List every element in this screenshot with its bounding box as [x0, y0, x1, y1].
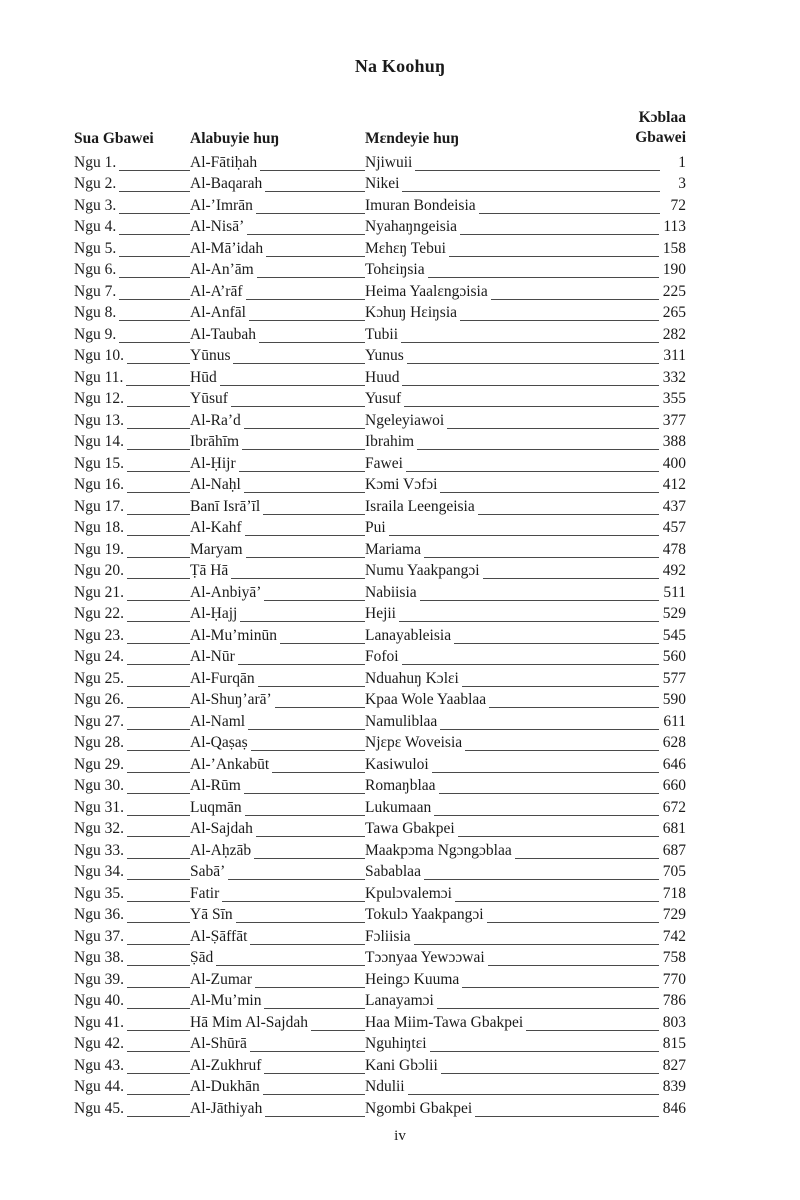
surah-arabic-name: Ṭā Hā	[190, 562, 231, 580]
surah-number: Ngu 38.	[74, 949, 127, 967]
surah-page-number: 758	[659, 949, 686, 967]
surah-number: Ngu 39.	[74, 971, 127, 989]
page-title: Na Koohuŋ	[354, 56, 446, 76]
table-body	[74, 152, 686, 1120]
table-row	[74, 410, 686, 432]
surah-number: Ngu 10.	[74, 347, 127, 365]
table-row	[74, 711, 686, 733]
surah-page-number: 377	[659, 412, 686, 430]
table-row	[74, 948, 686, 970]
surah-number: Ngu 12.	[74, 390, 127, 408]
table-row	[74, 496, 686, 518]
surah-number: Ngu 9.	[74, 326, 119, 344]
surah-arabic-name: Luqmān	[190, 799, 245, 817]
table-row	[74, 174, 686, 196]
leader-rule	[365, 1094, 660, 1095]
surah-arabic-name: Sabā’	[190, 863, 228, 881]
surah-page-number: 560	[659, 648, 686, 666]
surah-number: Ngu 30.	[74, 777, 127, 795]
surah-number: Ngu 36.	[74, 906, 127, 924]
surah-arabic-name: Ibrāhīm	[190, 433, 242, 451]
surah-number: Ngu 44.	[74, 1078, 127, 1096]
table-of-contents	[74, 104, 686, 1120]
surah-page-number: 529	[659, 605, 686, 623]
surah-page-number: 511	[659, 584, 686, 602]
surah-number: Ngu 1.	[74, 154, 119, 172]
table-row	[74, 281, 686, 303]
table-row	[74, 152, 686, 174]
surah-number: Ngu 20.	[74, 562, 127, 580]
surah-mende-name: Hejii	[365, 605, 399, 623]
surah-page-number: 611	[659, 713, 686, 731]
surah-number: Ngu 35.	[74, 885, 127, 903]
surah-arabic-name: Hūd	[190, 369, 220, 387]
table-row	[74, 647, 686, 669]
surah-number: Ngu 19.	[74, 541, 127, 559]
surah-number: Ngu 45.	[74, 1100, 127, 1118]
surah-number: Ngu 13.	[74, 412, 127, 430]
surah-mende-name: Nyahaŋngeisia	[365, 218, 460, 236]
surah-arabic-name: Al-’Imrān	[190, 197, 256, 215]
column-header-page-line2: Gbawei	[635, 129, 686, 147]
surah-arabic-name: Al-Ra’d	[190, 412, 244, 430]
table-row	[74, 475, 686, 497]
surah-page-number: 1	[674, 154, 686, 172]
table-row	[74, 733, 686, 755]
surah-mende-name: Yusuf	[365, 390, 404, 408]
table-row	[74, 367, 686, 389]
surah-mende-name: Nguhiŋtɛi	[365, 1035, 430, 1053]
table-row	[74, 539, 686, 561]
surah-mende-name: Namuliblaa	[365, 713, 440, 731]
surah-mende-name: Kpaa Wole Yaablaa	[365, 691, 489, 709]
surah-page-number: 718	[659, 885, 686, 903]
surah-mende-name: Heima Yaalɛngɔisia	[365, 283, 491, 301]
surah-mende-name: Mariama	[365, 541, 424, 559]
column-header-page	[635, 108, 686, 148]
surah-page-number: 355	[659, 390, 686, 408]
surah-page-number: 457	[659, 519, 686, 537]
surah-mende-name: Imuran Bondeisia	[365, 197, 479, 215]
surah-page-number: 388	[659, 433, 686, 451]
table-row	[74, 690, 686, 712]
surah-page-number: 190	[659, 261, 686, 279]
surah-number: Ngu 16.	[74, 476, 127, 494]
surah-number: Ngu 37.	[74, 928, 127, 946]
surah-mende-name: Ibrahim	[365, 433, 417, 451]
surah-number: Ngu 14.	[74, 433, 127, 451]
surah-arabic-name: Yūsuf	[190, 390, 231, 408]
surah-mende-name: Haa Miim-Tawa Gbakpei	[365, 1014, 526, 1032]
surah-number: Ngu 7.	[74, 283, 119, 301]
surah-mende-name: Ngeleyiawoi	[365, 412, 447, 430]
surah-arabic-name: Al-Nūr	[190, 648, 238, 666]
surah-arabic-name: Al-Furqān	[190, 670, 258, 688]
surah-arabic-name: Al-Mā’idah	[190, 240, 266, 258]
surah-number: Ngu 34.	[74, 863, 127, 881]
surah-arabic-name: Al-Ṣāffāt	[190, 928, 250, 946]
surah-page-number: 815	[659, 1035, 686, 1053]
surah-page-number: 545	[659, 627, 686, 645]
table-row	[74, 346, 686, 368]
surah-number: Ngu 2.	[74, 175, 119, 193]
table-row	[74, 754, 686, 776]
surah-arabic-name: Fatir	[190, 885, 222, 903]
surah-number: Ngu 5.	[74, 240, 119, 258]
surah-page-number: 412	[659, 476, 686, 494]
surah-mende-name: Maakpɔma Ngɔngɔblaa	[365, 842, 515, 860]
surah-mende-name: Kasiwuloi	[365, 756, 432, 774]
surah-mende-name: Tohɛiŋsia	[365, 261, 428, 279]
surah-page-number: 225	[659, 283, 686, 301]
surah-mende-name: Numu Yaakpangɔi	[365, 562, 483, 580]
table-row	[74, 819, 686, 841]
table-row	[74, 217, 686, 239]
surah-page-number: 492	[659, 562, 686, 580]
surah-mende-name: Pui	[365, 519, 389, 537]
surah-number: Ngu 33.	[74, 842, 127, 860]
surah-mende-name: Ndulii	[365, 1078, 408, 1096]
surah-arabic-name: Al-’Ankabūt	[190, 756, 272, 774]
surah-arabic-name: Hā Mim Al-Sajdah	[190, 1014, 311, 1032]
surah-page-number: 311	[659, 347, 686, 365]
surah-number: Ngu 40.	[74, 992, 127, 1010]
table-row	[74, 926, 686, 948]
surah-arabic-name: Al-Fātiḥah	[190, 154, 260, 172]
surah-arabic-name: Al-A’rāf	[190, 283, 246, 301]
leader-rule	[365, 621, 660, 622]
surah-mende-name: Tubii	[365, 326, 401, 344]
surah-arabic-name: Al-Anfāl	[190, 304, 249, 322]
leader-rule	[365, 342, 660, 343]
surah-mende-name: Mɛhɛŋ Tebui	[365, 240, 449, 258]
leader-rule	[365, 406, 660, 407]
surah-arabic-name: Al-Anbiyā’	[190, 584, 264, 602]
surah-page-number: 729	[659, 906, 686, 924]
table-row	[74, 1098, 686, 1120]
page-number: iv	[394, 1128, 406, 1144]
table-row	[74, 905, 686, 927]
surah-mende-name: Fɔliisia	[365, 928, 414, 946]
table-row	[74, 432, 686, 454]
surah-arabic-name: Al-Shūrā	[190, 1035, 250, 1053]
table-row	[74, 303, 686, 325]
table-row	[74, 260, 686, 282]
surah-page-number: 437	[659, 498, 686, 516]
table-row	[74, 238, 686, 260]
surah-page-number: 628	[659, 734, 686, 752]
column-header-arabic-name: Alabuyie huŋ	[190, 130, 280, 147]
surah-number: Ngu 11.	[74, 369, 126, 387]
surah-mende-name: Nikei	[365, 175, 402, 193]
surah-arabic-name: Al-Sajdah	[190, 820, 256, 838]
surah-mende-name: Lanayableisia	[365, 627, 454, 645]
surah-mende-name: Nduahuŋ Kɔlɛi	[365, 670, 462, 688]
surah-mende-name: Njɛpɛ Woveisia	[365, 734, 465, 752]
table-row	[74, 776, 686, 798]
surah-mende-name: Sabablaa	[365, 863, 424, 881]
table-row	[74, 1077, 686, 1099]
surah-mende-name: Romaŋblaa	[365, 777, 439, 795]
surah-arabic-name: Al-Ḥijr	[190, 455, 239, 473]
table-header-row	[74, 104, 686, 152]
surah-number: Ngu 18.	[74, 519, 127, 537]
table-row	[74, 1012, 686, 1034]
surah-arabic-name: Al-Kahf	[190, 519, 245, 537]
surah-number: Ngu 6.	[74, 261, 119, 279]
surah-mende-name: Lanayamɔi	[365, 992, 437, 1010]
table-row	[74, 518, 686, 540]
surah-number: Ngu 31.	[74, 799, 127, 817]
surah-arabic-name: Al-Rūm	[190, 777, 244, 795]
surah-number: Ngu 15.	[74, 455, 127, 473]
surah-page-number: 400	[659, 455, 686, 473]
leader-rule	[365, 535, 660, 536]
column-header-mende-name: Mɛndeyie huŋ	[365, 130, 460, 147]
surah-number: Ngu 21.	[74, 584, 127, 602]
surah-mende-name: Tokulɔ Yaakpangɔi	[365, 906, 487, 924]
surah-number: Ngu 17.	[74, 498, 127, 516]
surah-number: Ngu 4.	[74, 218, 119, 236]
surah-page-number: 681	[659, 820, 686, 838]
surah-page-number: 332	[659, 369, 686, 387]
surah-page-number: 265	[659, 304, 686, 322]
table-row	[74, 991, 686, 1013]
surah-mende-name: Kɔhuŋ Hɛiŋsia	[365, 304, 460, 322]
surah-mende-name: Huud	[365, 369, 402, 387]
surah-mende-name: Tɔɔnyaa Yewɔɔwai	[365, 949, 488, 967]
surah-arabic-name: Al-Mu’min	[190, 992, 264, 1010]
surah-mende-name: Kɔmi Vɔfɔi	[365, 476, 440, 494]
leader-rule	[365, 471, 660, 472]
surah-mende-name: Njiwuii	[365, 154, 415, 172]
surah-mende-name: Kani Gbɔlii	[365, 1057, 441, 1075]
table-row	[74, 625, 686, 647]
surah-page-number: 742	[659, 928, 686, 946]
table-row	[74, 1034, 686, 1056]
surah-number: Ngu 29.	[74, 756, 127, 774]
surah-mende-name: Israila Leengeisia	[365, 498, 478, 516]
leader-rule	[365, 664, 660, 665]
surah-number: Ngu 22.	[74, 605, 127, 623]
surah-page-number: 577	[659, 670, 686, 688]
surah-mende-name: Kpulɔvalemɔi	[365, 885, 455, 903]
surah-page-number: 72	[667, 197, 687, 215]
table-row	[74, 862, 686, 884]
surah-number: Ngu 27.	[74, 713, 127, 731]
surah-arabic-name: Al-Jāthiyah	[190, 1100, 265, 1118]
table-row	[74, 797, 686, 819]
surah-page-number: 803	[659, 1014, 686, 1032]
surah-arabic-name: Al-Zukhruf	[190, 1057, 264, 1075]
surah-number: Ngu 42.	[74, 1035, 127, 1053]
surah-page-number: 786	[659, 992, 686, 1010]
surah-number: Ngu 43.	[74, 1057, 127, 1075]
surah-mende-name: Lukumaan	[365, 799, 434, 817]
surah-arabic-name: Maryam	[190, 541, 246, 559]
surah-number: Ngu 32.	[74, 820, 127, 838]
table-row	[74, 195, 686, 217]
surah-arabic-name: Al-Baqarah	[190, 175, 265, 193]
surah-number: Ngu 25.	[74, 670, 127, 688]
surah-number: Ngu 3.	[74, 197, 119, 215]
surah-arabic-name: Al-Nisā’	[190, 218, 247, 236]
leader-rule	[365, 385, 660, 386]
surah-arabic-name: Al-Naḥl	[190, 476, 244, 494]
surah-arabic-name: Al-Shuŋ’arā’	[190, 691, 275, 709]
surah-number: Ngu 23.	[74, 627, 127, 645]
surah-arabic-name: Banī Isrā’īl	[190, 498, 263, 516]
surah-number: Ngu 28.	[74, 734, 127, 752]
surah-mende-name: Heingɔ Kuuma	[365, 971, 462, 989]
table-row	[74, 389, 686, 411]
surah-arabic-name: Al-Mu’minūn	[190, 627, 280, 645]
surah-arabic-name: Al-Aḥzāb	[190, 842, 254, 860]
table-row	[74, 1055, 686, 1077]
surah-arabic-name: Yūnus	[190, 347, 233, 365]
table-row	[74, 883, 686, 905]
surah-page-number: 705	[659, 863, 686, 881]
column-header-page-line1: Kɔblaa	[638, 109, 686, 127]
surah-page-number: 113	[659, 218, 686, 236]
surah-page-number: 827	[659, 1057, 686, 1075]
surah-arabic-name: Al-Zumar	[190, 971, 255, 989]
table-row	[74, 582, 686, 604]
surah-page-number: 770	[659, 971, 686, 989]
surah-page-number: 3	[674, 175, 686, 193]
surah-page-number: 846	[659, 1100, 686, 1118]
table-row	[74, 453, 686, 475]
table-row	[74, 324, 686, 346]
surah-number: Ngu 41.	[74, 1014, 127, 1032]
surah-mende-name: Fawei	[365, 455, 406, 473]
surah-arabic-name: Al-Qaṣaṣ	[190, 734, 251, 752]
surah-page-number: 660	[659, 777, 686, 795]
table-row	[74, 969, 686, 991]
surah-mende-name: Yunus	[365, 347, 407, 365]
column-header-number: Sua Gbawei	[74, 130, 154, 147]
surah-page-number: 282	[659, 326, 686, 344]
leader-rule	[365, 191, 660, 192]
surah-page-number: 646	[659, 756, 686, 774]
table-row	[74, 604, 686, 626]
surah-number: Ngu 26.	[74, 691, 127, 709]
surah-page-number: 158	[659, 240, 686, 258]
table-row	[74, 840, 686, 862]
surah-arabic-name: Al-Taubah	[190, 326, 259, 344]
surah-page-number: 478	[659, 541, 686, 559]
table-row	[74, 668, 686, 690]
surah-arabic-name: Yā Sīn	[190, 906, 236, 924]
leader-rule	[365, 363, 660, 364]
surah-mende-name: Tawa Gbakpei	[365, 820, 458, 838]
surah-arabic-name: Al-Naml	[190, 713, 248, 731]
surah-number: Ngu 24.	[74, 648, 127, 666]
surah-mende-name: Fofoi	[365, 648, 402, 666]
surah-number: Ngu 8.	[74, 304, 119, 322]
table-row	[74, 561, 686, 583]
surah-arabic-name: Al-Ḥajj	[190, 605, 240, 623]
surah-page-number: 839	[659, 1078, 686, 1096]
surah-page-number: 672	[659, 799, 686, 817]
surah-page-number: 687	[659, 842, 686, 860]
surah-page-number: 590	[659, 691, 686, 709]
surah-mende-name: Nabiisia	[365, 584, 420, 602]
surah-mende-name: Ngombi Gbakpei	[365, 1100, 475, 1118]
surah-arabic-name: Al-Dukhān	[190, 1078, 263, 1096]
surah-arabic-name: Ṣād	[190, 949, 216, 967]
surah-arabic-name: Al-An’ām	[190, 261, 257, 279]
